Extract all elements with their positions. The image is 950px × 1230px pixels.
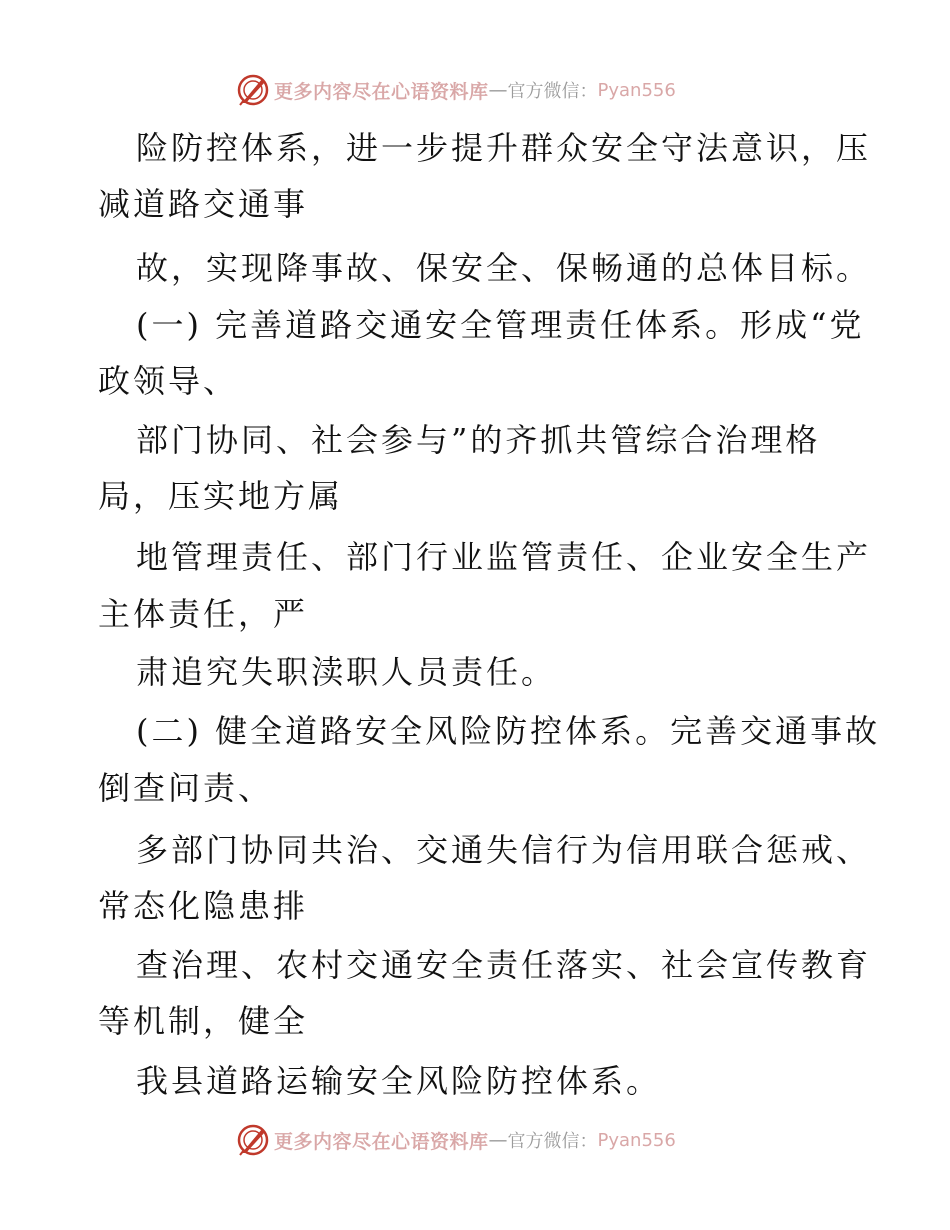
watermark-dash: — [488, 1129, 508, 1151]
text-line: 查治理、农村交通安全责任落实、社会宣传教育 [136, 946, 872, 984]
text-line: (一) 完善道路交通安全管理责任体系。形成“党 [136, 306, 865, 344]
watermark-main-text: 更多内容尽在心语资料库 [274, 1130, 489, 1153]
quill-logo-icon [236, 73, 270, 107]
text-line: 多部门协同共治、交通失信行为信用联合惩戒、 [136, 831, 872, 869]
watermark-main-text: 更多内容尽在心语资料库 [274, 80, 489, 103]
text-line: 常态化隐患排 [98, 887, 309, 925]
text-line: 倒查问责、 [98, 769, 274, 807]
watermark-wechat-label: 官方微信： [507, 81, 598, 102]
text-line: 故，实现降事故、保安全、保畅通的总体目标。 [136, 249, 872, 287]
text-line: 等机制，健全 [98, 1002, 309, 1040]
watermark-dash: — [488, 79, 508, 101]
text-line: 肃追究失职渎职人员责任。 [136, 653, 557, 691]
text-line: 部门协同、社会参与”的齐抓共管综合治理格 [136, 421, 821, 459]
text-line: 主体责任，严 [98, 595, 309, 633]
header-watermark [236, 70, 676, 110]
watermark-wechat-id: Pyan556 [597, 79, 676, 101]
footer-watermark [236, 1120, 676, 1160]
text-line: 政领导、 [98, 362, 239, 400]
text-line: (二) 健全道路安全风险防控体系。完善交通事故 [136, 712, 881, 750]
text-line: 减道路交通事 [98, 185, 309, 223]
quill-logo-icon [236, 1123, 270, 1157]
watermark-wechat-id: Pyan556 [597, 1129, 676, 1151]
watermark-wechat-label: 官方微信： [507, 1131, 598, 1152]
text-line: 我县道路运输安全风险防控体系。 [136, 1062, 662, 1100]
text-line: 险防控体系，进一步提升群众安全守法意识，压 [136, 129, 872, 167]
text-line: 地管理责任、部门行业监管责任、企业安全生产 [136, 538, 872, 576]
text-line: 局，压实地方属 [98, 477, 344, 515]
